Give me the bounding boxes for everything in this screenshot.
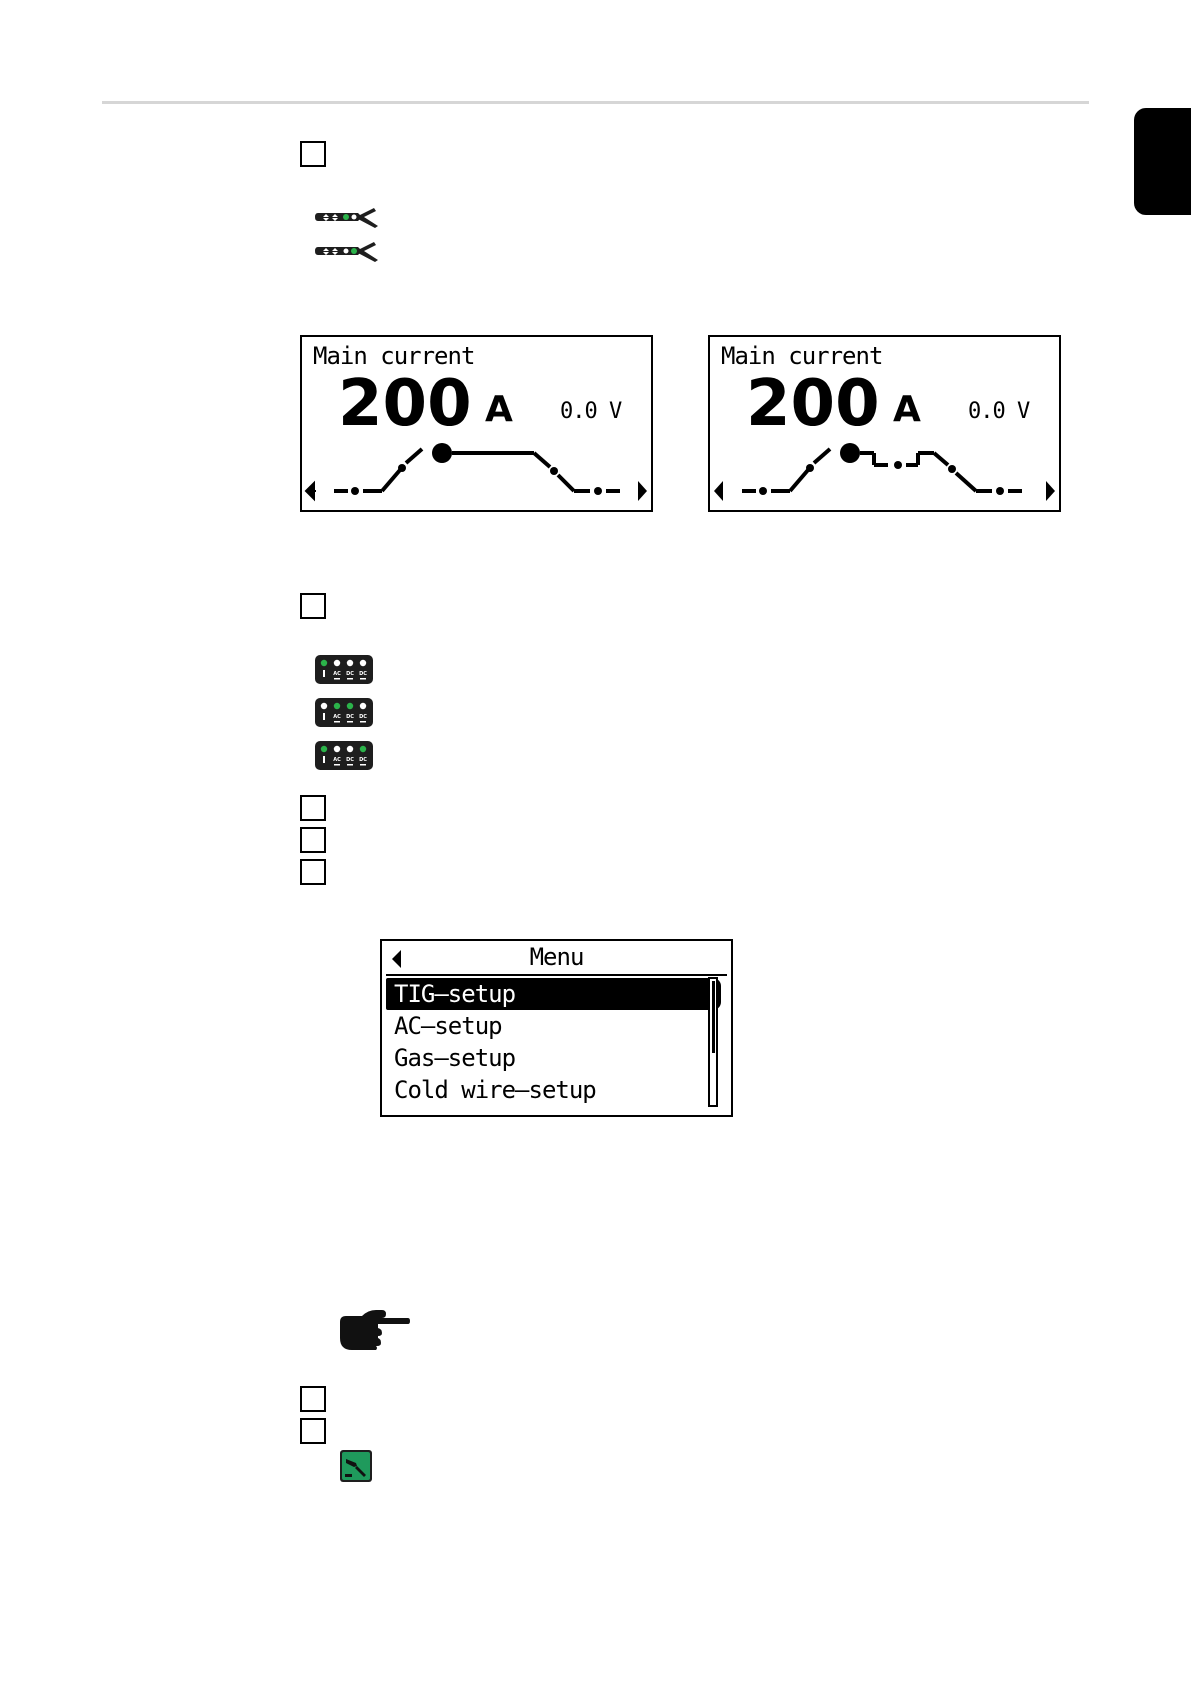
step-checkbox[interactable]	[300, 1386, 326, 1412]
main-current-display-2step	[300, 335, 653, 512]
step-checkbox[interactable]	[300, 795, 326, 821]
menu-display	[380, 939, 733, 1117]
scrollbar-thumb[interactable]	[712, 981, 715, 1053]
step-checkbox[interactable]	[300, 859, 326, 885]
language-side-tab	[1134, 108, 1191, 215]
chevron-left-icon	[306, 481, 315, 501]
svg-text:AC: AC	[333, 671, 341, 677]
torch-4-step-icon	[314, 238, 380, 264]
step-checkbox[interactable]	[300, 827, 326, 853]
chevron-left-icon	[714, 481, 723, 501]
display-title: Main current	[721, 342, 883, 370]
header-rule	[102, 101, 1089, 104]
svg-text:DC: DC	[359, 714, 367, 720]
polarity-led-panel-icon	[315, 741, 373, 770]
menu-title: Menu	[529, 943, 584, 971]
current-unit: A	[893, 389, 921, 430]
menu-item-ac-setup[interactable]: AC–setup	[394, 1012, 502, 1040]
current-value: 200	[338, 367, 472, 441]
step-checkbox[interactable]	[300, 1418, 326, 1444]
chevron-right-icon	[638, 481, 647, 501]
step-checkbox[interactable]	[300, 593, 326, 619]
svg-text:DC: DC	[359, 671, 367, 677]
pointing-hand-icon	[338, 1308, 410, 1352]
svg-text:DC: DC	[359, 757, 367, 763]
menu-scrollbar[interactable]	[708, 977, 718, 1107]
torch-button-icon[interactable]	[340, 1450, 372, 1482]
display-title: Main current	[313, 342, 475, 370]
step-checkbox[interactable]	[300, 141, 326, 167]
polarity-led-panel-icon	[315, 698, 373, 727]
menu-item-tig-setup[interactable]: TIG–setup	[386, 978, 721, 1010]
polarity-led-panel-icon	[315, 655, 373, 684]
chevron-right-icon	[1046, 481, 1055, 501]
svg-text:DC: DC	[346, 671, 354, 677]
current-value: 200	[746, 367, 880, 441]
menu-item-gas-setup[interactable]: Gas–setup	[394, 1044, 516, 1072]
svg-text:AC: AC	[333, 714, 341, 720]
menu-item-cold-wire-setup[interactable]: Cold wire–setup	[394, 1076, 596, 1104]
svg-text:DC: DC	[346, 714, 354, 720]
voltage-value: 0.0 V	[560, 399, 622, 424]
svg-text:DC: DC	[346, 757, 354, 763]
svg-text:AC: AC	[333, 757, 341, 763]
voltage-value: 0.0 V	[968, 399, 1030, 424]
current-unit: A	[485, 389, 513, 430]
welding-curve-4step	[710, 337, 1059, 510]
menu-divider	[386, 974, 727, 976]
welding-curve-2step	[302, 337, 651, 510]
torch-2-step-icon	[314, 204, 380, 230]
main-current-display-4step	[708, 335, 1061, 512]
